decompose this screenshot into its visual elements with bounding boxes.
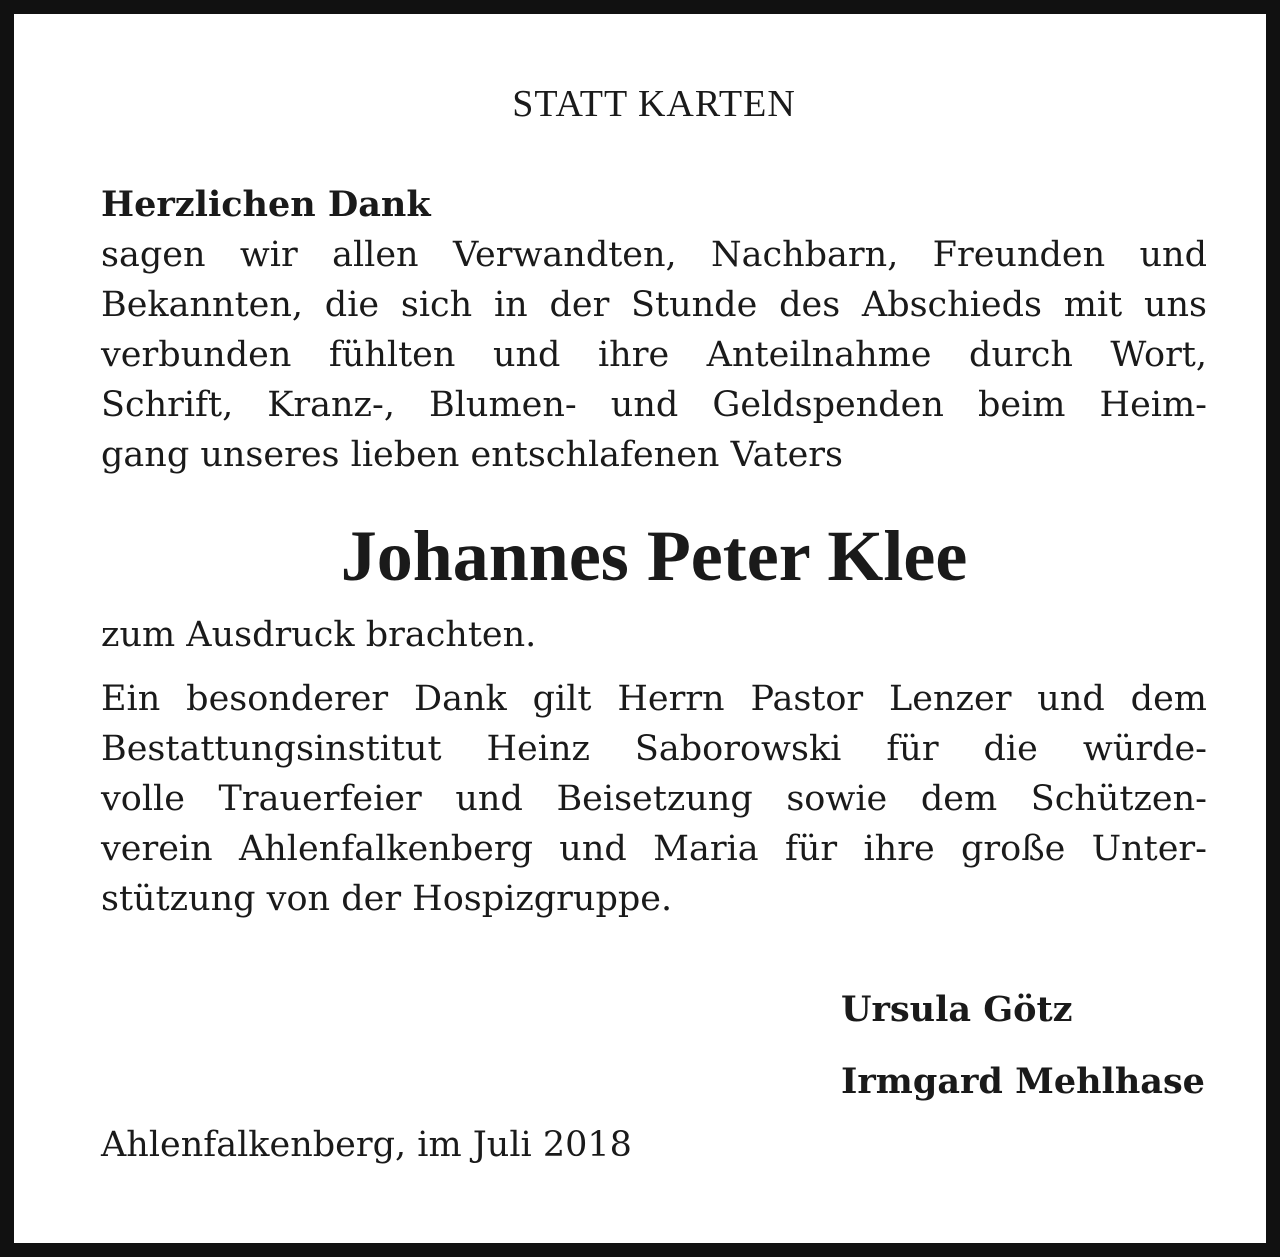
paragraph-line: stützung von der Hospizgruppe. <box>101 879 673 919</box>
notice-content <box>101 74 1207 1170</box>
deceased-name: Johannes Peter Klee <box>340 516 968 596</box>
paragraph-line: volle Trauerfeier und Beisetzung sowie dem Schützen- <box>101 779 1207 819</box>
notice-header: STATT KARTEN <box>512 83 796 125</box>
paragraph-line: Schrift, Kranz-, Blumen- und Geldspenden beim Heim- <box>101 385 1207 425</box>
signatory-name: Irmgard Mehlhase <box>841 1061 1205 1102</box>
paragraph-line: verein Ahlenfalkenberg und Maria für ihre große Unter- <box>101 829 1207 869</box>
special-thanks-paragraph <box>101 674 1207 924</box>
signatory-name: Ursula Götz <box>841 989 1073 1030</box>
place-date: Ahlenfalkenberg, im Juli 2018 <box>101 1125 632 1165</box>
paragraph-line: verbunden fühlten und ihre Anteilnahme durch Wort, <box>101 335 1207 375</box>
paragraph-line: gang unseres lieben entschlafenen Vaters <box>101 435 843 475</box>
paragraph-line: Bekannten, die sich in der Stunde des Abschieds mit uns <box>101 285 1207 325</box>
greeting-heading: Herzlichen Dank <box>101 184 431 225</box>
thanks-paragraph <box>101 230 1207 480</box>
signatories <box>841 974 1207 1118</box>
after-name-text: zum Ausdruck brachten. <box>101 615 537 655</box>
paragraph-line: Ein besonderer Dank gilt Herrn Pastor Lenzer und dem <box>101 679 1207 719</box>
paragraph-line: sagen wir allen Verwandten, Nachbarn, Freunden und <box>101 235 1207 275</box>
paragraph-line: Bestattungsinstitut Heinz Saborowski für die würde- <box>101 729 1207 769</box>
